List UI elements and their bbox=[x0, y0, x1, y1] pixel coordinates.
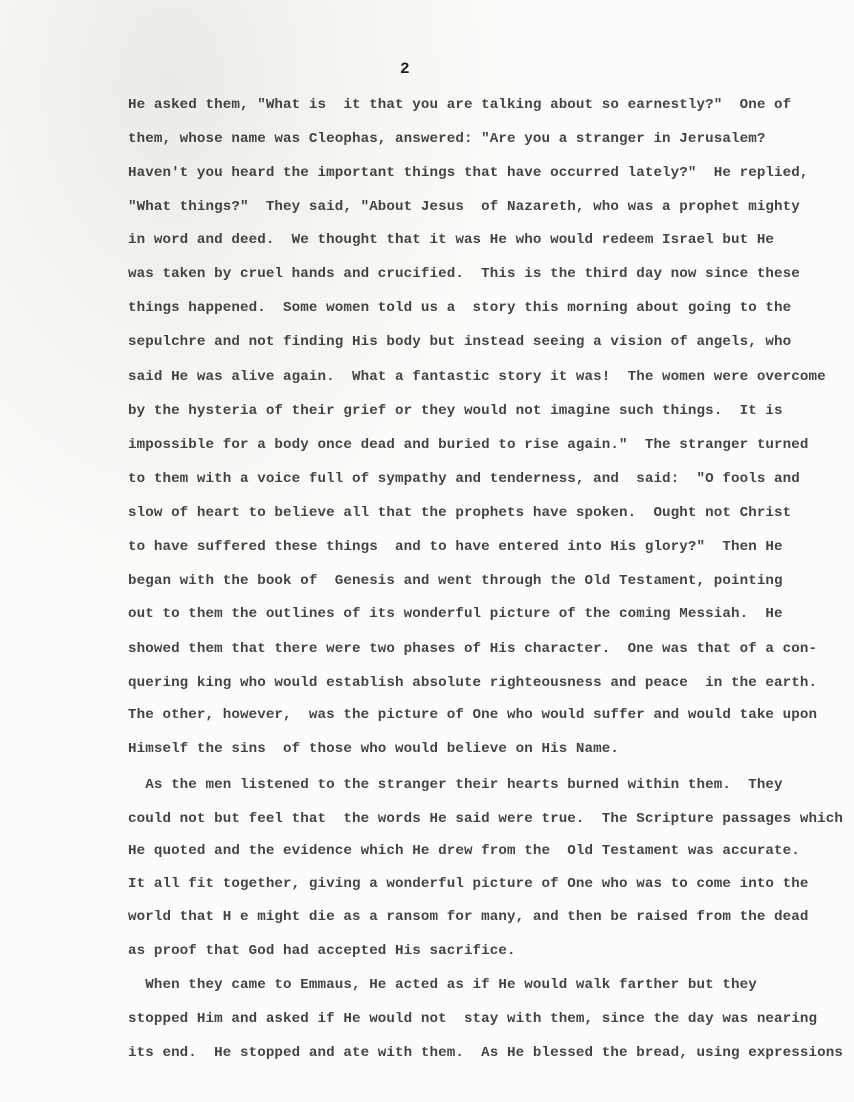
text-line: in word and deed. We thought that it was He who would redeem Israel but He bbox=[128, 232, 775, 248]
text-line: to them with a voice full of sympathy and tenderness, and said: "O fools and bbox=[128, 471, 800, 487]
text-line: sepulchre and not finding His body but instead seeing a vision of angels, who bbox=[128, 334, 792, 350]
text-line: impossible for a body once dead and buried to rise again." The stranger turned bbox=[128, 437, 809, 453]
text-line: by the hysteria of their grief or they would not imagine such things. It is bbox=[128, 403, 783, 419]
text-line: to have suffered these things and to have entered into His glory?" Then He bbox=[128, 539, 783, 555]
text-line: began with the book of Genesis and went through the Old Testament, pointing bbox=[128, 573, 783, 589]
text-line: As the men listened to the stranger their hearts burned within them. They bbox=[128, 777, 783, 793]
text-line: Haven't you heard the important things that have occurred lately?" He replied, bbox=[128, 165, 809, 181]
text-line: said He was alive again. What a fantastic story it was! The women were overcome bbox=[128, 369, 826, 385]
text-line: out to them the outlines of its wonderful picture of the coming Messiah. He bbox=[128, 606, 783, 622]
page-number: 2 bbox=[400, 60, 410, 78]
text-line: as proof that God had accepted His sacrifice. bbox=[128, 943, 516, 959]
text-line: stopped Him and asked if He would not stay with them, since the day was nearing bbox=[128, 1011, 818, 1027]
text-line: was taken by cruel hands and crucified. This is the third day now since these bbox=[128, 266, 800, 282]
text-line: He quoted and the evidence which He drew from the Old Testament was accurate. bbox=[128, 843, 800, 859]
text-line: world that H e might die as a ransom for many, and then be raised from the dead bbox=[128, 909, 809, 925]
text-line: Himself the sins of those who would believe on His Name. bbox=[128, 741, 619, 757]
text-line: It all fit together, giving a wonderful picture of One who was to come into the bbox=[128, 876, 809, 892]
text-line: quering king who would establish absolute righteousness and peace in the earth. bbox=[128, 675, 818, 691]
text-line: could not but feel that the words He said were true. The Scripture passages which bbox=[128, 811, 843, 827]
text-line: things happened. Some women told us a story this morning about going to the bbox=[128, 300, 792, 316]
text-line: The other, however, was the picture of One who would suffer and would take upon bbox=[128, 707, 818, 723]
text-line: "What things?" They said, "About Jesus of Nazareth, who was a prophet mighty bbox=[128, 199, 800, 215]
text-line: its end. He stopped and ate with them. As He blessed the bread, using expressions bbox=[128, 1045, 843, 1061]
text-line: slow of heart to believe all that the prophets have spoken. Ought not Christ bbox=[128, 505, 792, 521]
text-line: When they came to Emmaus, He acted as if He would walk farther but they bbox=[128, 977, 757, 993]
text-line: He asked them, "What is it that you are talking about so earnestly?" One of bbox=[128, 97, 792, 113]
text-line: them, whose name was Cleophas, answered: "Are you a stranger in Jerusalem? bbox=[128, 131, 766, 147]
text-line: showed them that there were two phases of His character. One was that of a con- bbox=[128, 641, 818, 657]
